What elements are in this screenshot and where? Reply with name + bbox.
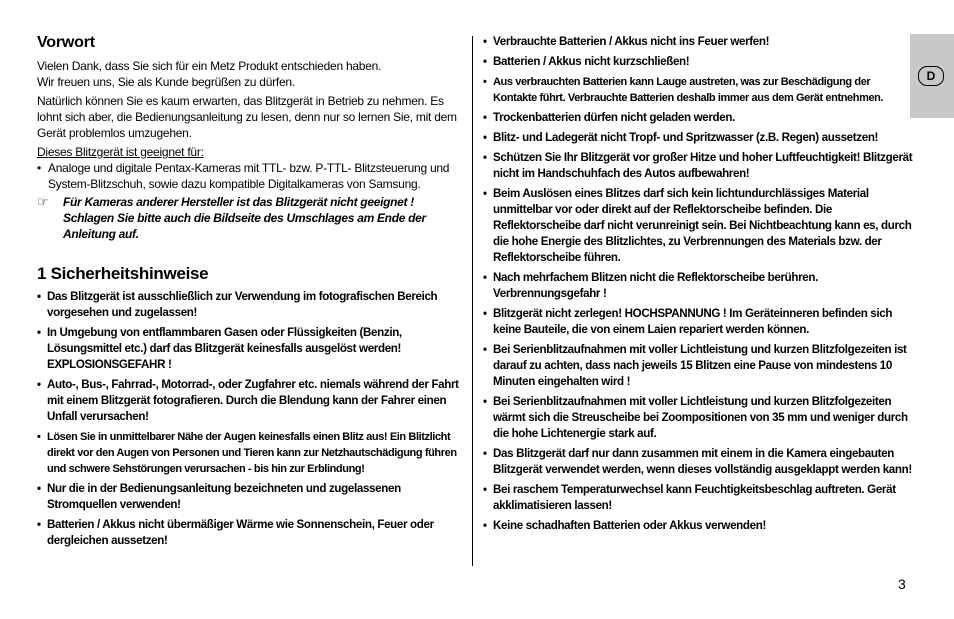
suitable-bullet-text: Analoge und digitale Pentax-Kameras mit TTL- bzw. P-TTL- Blitzsteuerung und System-Blitzschuh, sowie dazu kompatible Digitalkameras von Samsung.: [48, 161, 450, 191]
list-item-text: Schützen Sie Ihr Blitzgerät vor großer Hitze und hoher Luftfeuchtigkeit! Blitzgerät nicht im Handschuhfach des Autos aufbewahren!: [493, 151, 913, 180]
list-item: [483, 270, 913, 302]
list-item: [37, 377, 465, 425]
language-tab: [910, 34, 954, 118]
bullet-dot: •: [37, 431, 41, 443]
note-text: Für Kameras anderer Hersteller ist das Blitzgerät nicht geeignet ! Schlagen Sie bitte auch die Bildseite des Umschlages am Ende der Anleitung auf.: [63, 195, 426, 241]
list-item: [483, 150, 913, 182]
bullet-dot: •: [37, 161, 41, 175]
bullet-dot: •: [37, 290, 41, 303]
list-item: [37, 325, 465, 373]
bullet-dot: •: [483, 271, 487, 284]
vorwort-paragraph-2: Natürlich können Sie es kaum erwarten, das Blitzgerät in Betrieb zu nehmen. Es lohnt sich aber, die Bedienungsanleitung zu lesen, denn nur so lernen Sie, mit dem Gerät problemlos umzugehen.: [37, 94, 457, 140]
list-item: [37, 517, 465, 549]
vorwort-line-2: Wir freuen uns, Sie als Kunde begrüßen zu dürfen.: [37, 75, 295, 89]
bullet-dot: •: [483, 187, 487, 200]
list-item-text: Aus verbrauchten Batterien kann Lauge austreten, was zur Beschädigung der Kontakte führt. Verbrauchte Batterien deshalb immer aus dem Gerät entnehmen.: [493, 76, 884, 104]
list-item-text: Nur die in der Bedienungsanleitung bezeichneten und zugelassenen Stromquellen verwenden!: [47, 482, 401, 511]
list-item-text: Auto-, Bus-, Fahrrad-, Motorrad-, oder Zugfahrer etc. niemals während der Fahrt mit einem Blitzgerät fotografieren. Durch die Blendung kann der Fahrer einen Unfall verursachen!: [47, 378, 459, 423]
bullet-dot: •: [483, 131, 487, 144]
suitable-heading: Dieses Blitzgerät ist geeignet für:: [37, 145, 204, 159]
bullet-dot: •: [483, 447, 487, 460]
bullet-dot: •: [483, 395, 487, 408]
list-item-text: Das Blitzgerät darf nur dann zusammen mit einem in die Kamera eingebauten Blitzgerät verwendet werden, wenn dieses vollständig ausgeklappt werden kann!: [493, 447, 912, 476]
list-item-text: Bei Serienblitzaufnahmen mit voller Lichtleistung und kurzen Blitzfolgezeiten ist darauf zu achten, dass nach jeweils 15 Blitzen eine Pause von mindestens 10 Minuten eingehalten wird !: [493, 343, 907, 388]
list-item: [483, 130, 913, 146]
list-item: [483, 446, 913, 478]
page-number: 3: [898, 576, 906, 592]
list-item: [483, 110, 913, 126]
bullet-dot: •: [483, 35, 487, 48]
list-item: [483, 518, 913, 534]
list-item: [483, 54, 913, 70]
vorwort-line-1: Vielen Dank, dass Sie sich für ein Metz Produkt entschieden haben.: [37, 59, 382, 73]
bullet-dot: •: [483, 111, 487, 124]
suitable-bullet: [37, 160, 465, 192]
note: [37, 194, 465, 242]
list-item: [483, 394, 913, 442]
language-badge: D: [918, 66, 944, 86]
list-item: [483, 482, 913, 514]
list-item-text: Lösen Sie in unmittelbarer Nähe der Augen keinesfalls einen Blitz aus! Ein Blitzlicht direkt vor den Augen von Personen und Tieren kann zur Netzhautschädigung führen und schwere Sehstörungen verursachen - bis hin zur Erblindung!: [47, 431, 457, 475]
bullet-dot: •: [483, 307, 487, 320]
left-column: [37, 34, 465, 553]
right-column: [483, 34, 913, 538]
list-item: [483, 34, 913, 50]
list-item-text: Beim Auslösen eines Blitzes darf sich kein lichtundurchlässiges Material unmittelbar vor oder direkt auf der Reflektorscheibe befinden. Die Reflektorscheibe darf nicht verunreinigt sein. Bei Nichtbeachtung kann es, durch die hohe Energie des Blitzlichtes, zu Verbrennungen des Materials bzw. der Reflektorscheibe führen.: [493, 187, 912, 264]
list-item: [483, 306, 913, 338]
list-item-text: Keine schadhaften Batterien oder Akkus verwenden!: [493, 519, 766, 532]
column-divider: [472, 36, 473, 566]
list-item: [37, 481, 465, 513]
list-item-text: Das Blitzgerät ist ausschließlich zur Verwendung im fotografischen Bereich vorgesehen und zugelassen!: [47, 290, 438, 319]
vorwort-heading: Vorwort: [37, 34, 95, 51]
list-item-text: Verbrauchte Batterien / Akkus nicht ins Feuer werfen!: [493, 35, 770, 48]
bullet-dot: •: [37, 378, 41, 391]
safety-heading: 1 Sicherheitshinweise: [37, 264, 209, 283]
list-item: [483, 186, 913, 266]
pointing-hand-icon: ☞: [37, 194, 49, 209]
list-item: [483, 342, 913, 390]
list-item-text: In Umgebung von entflammbaren Gasen oder Flüssigkeiten (Benzin, Lösungsmittel etc.) darf das Blitzgerät keinesfalls ausgelöst werden! EXPLOSIONSGEFAHR !: [47, 326, 402, 371]
list-item-text: Batterien / Akkus nicht kurzschließen!: [493, 55, 690, 68]
bullet-dot: •: [483, 76, 487, 88]
list-item-text: Blitz- und Ladegerät nicht Tropf- und Spritzwasser (z.B. Regen) aussetzen!: [493, 131, 879, 144]
list-item-text: Bei raschem Temperaturwechsel kann Feuchtigkeitsbeschlag auftreten. Gerät akklimatisieren lassen!: [493, 483, 896, 512]
bullet-dot: •: [37, 518, 41, 531]
bullet-dot: •: [483, 151, 487, 164]
bullet-dot: •: [37, 326, 41, 339]
list-item: [483, 74, 913, 106]
list-item-text: Batterien / Akkus nicht übermäßiger Wärme wie Sonnenschein, Feuer oder dergleichen aussetzen!: [47, 518, 434, 547]
list-item: [37, 289, 465, 321]
bullet-dot: •: [483, 483, 487, 496]
bullet-dot: •: [37, 482, 41, 495]
list-item-text: Trockenbatterien dürfen nicht geladen werden.: [493, 111, 735, 124]
list-item-text: Blitzgerät nicht zerlegen! HOCHSPANNUNG ! Im Geräteinneren befinden sich keine Bauteile, die von einem Laien repariert werden können.: [493, 307, 893, 336]
bullet-dot: •: [483, 55, 487, 68]
list-item-text: Bei Serienblitzaufnahmen mit voller Lichtleistung und kurzen Blitzfolgezeiten wärmt sich die Streuscheibe bei Zoompositionen von 35 mm und weniger durch die hohe Lichtenergie stark auf.: [493, 395, 908, 440]
bullet-dot: •: [483, 519, 487, 532]
bullet-dot: •: [483, 343, 487, 356]
list-item-text: Nach mehrfachem Blitzen nicht die Reflektorscheibe berühren. Verbrennungsgefahr !: [493, 271, 818, 300]
list-item: [37, 429, 465, 477]
